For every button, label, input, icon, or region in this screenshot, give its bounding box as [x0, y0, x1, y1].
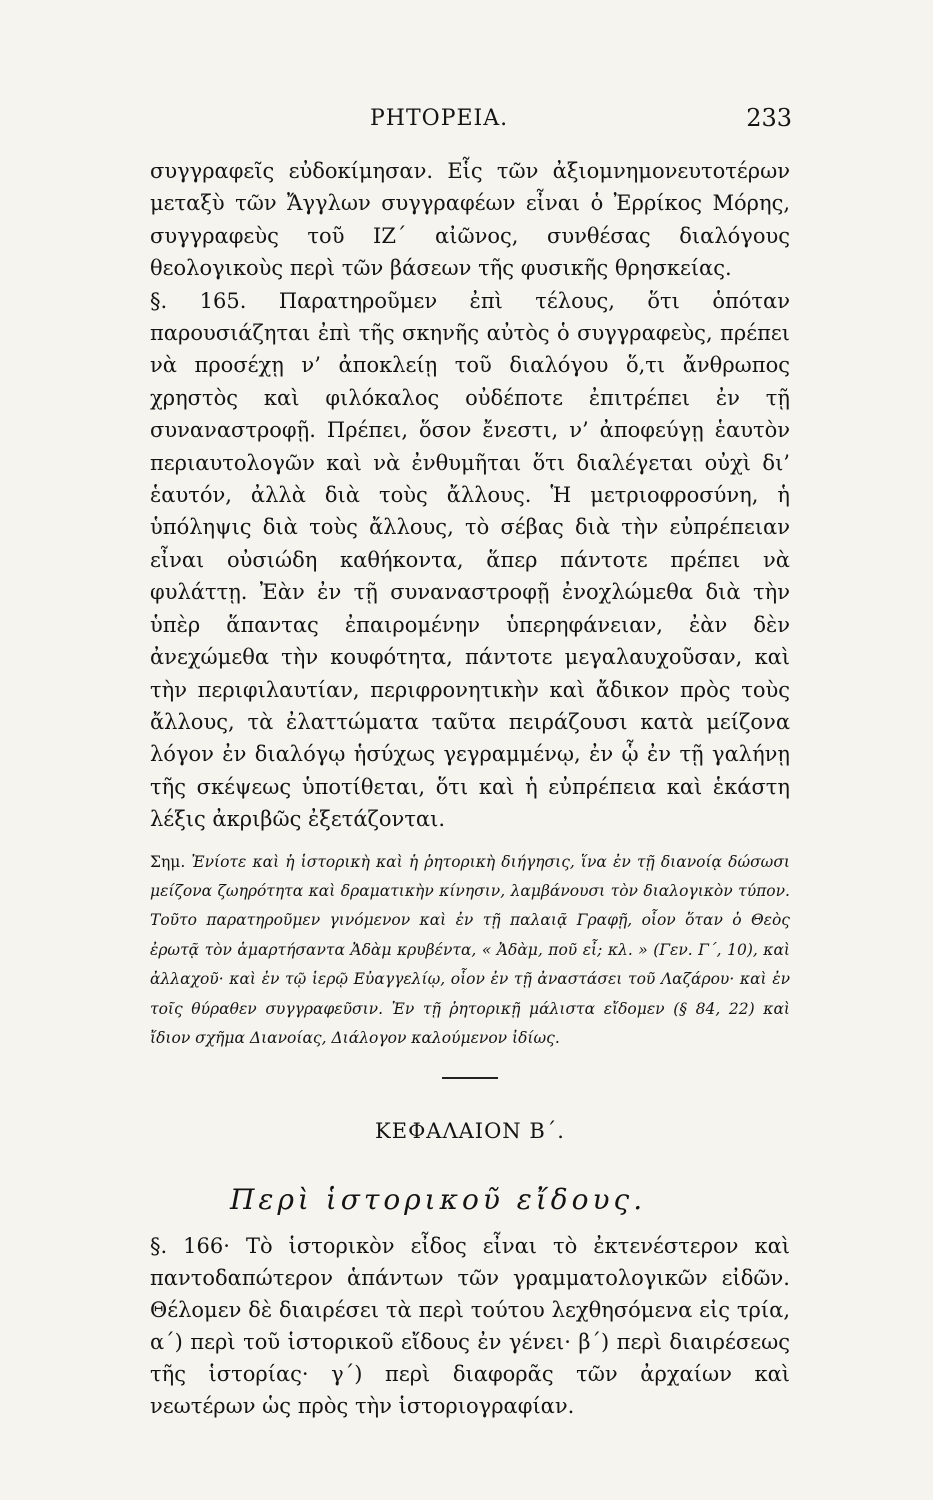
paragraph: §. 165. Παρατηροῦμεν ἐπὶ τέλους, ὅτι ὁπόταν παρουσιάζηται ἐπὶ τῆς σκηνῆς αὐτὸς ὁ συγγραφεὺς, πρέπει νὰ προσέχῃ ν’ ἀποκλείῃ τοῦ διαλόγου ὅ,τι ἄνθρωπος χρηστὸς καὶ φιλόκαλος οὐδέποτε ἐπιτρέπει ἐν τῇ συναναστροφῇ. Πρέπει, ὅσον ἔνεστι, ν’ ἀποφεύγῃ ἑαυτὸν περιαυτολογῶν καὶ νὰ ἐνθυμῆται ὅτι διαλέγεται οὐχὶ δι’ ἑαυτόν, ἀλλὰ διὰ τοὺς ἄλλους. Ἡ μετριοφροσύνη, ἡ ὑπόληψις διὰ τοὺς ἄλλους, τὸ σέβας διὰ τὴν εὐπρέπειαν εἶναι οὐσιώδη καθήκοντα, ἅπερ πάντοτε πρέπει νὰ φυλάττῃ. Ἐὰν ἐν τῇ συναναστροφῇ ἐνοχλώμεθα διὰ τὴν ὑπὲρ ἅπαντας ἐπαιρομένην ὑπερηφάνειαν, ἐὰν δὲν ἀνεχώμεθα τὴν κουφότητα, πάντοτε μεγαλαυχοῦσαν, καὶ τὴν περιφιλαυτίαν, περιφρονητικὴν καὶ ἄδικον πρὸς τοὺς ἄλλους, τὰ ἐλαττώματα ταῦτα πειράζουσι κατὰ μείζονα λόγον ἐν διαλόγῳ ἡσύχως γεγραμμένῳ, ἐν ᾧ ἐν τῇ γαλήνῃ τῆς σκέψεως ὑποτίθεται, ὅτι καὶ ἡ εὐπρέπεια καὶ ἑκάστη λέξις ἀκριβῶς ἐξετάζονται.: [150, 288, 790, 832]
section-title: Περὶ ἱστορικοῦ εἴδους.: [230, 1183, 647, 1217]
footnote-label: Σημ.: [150, 852, 186, 871]
separator-rule: [442, 1077, 498, 1079]
paragraph: §. 166· Τὸ ἱστορικὸν εἶδος εἶναι τὸ ἐκτενέστερον καὶ παντοδαπώτερον ἁπάντων τῶν γραμματολογικῶν εἰδῶν. Θέλομεν δὲ διαιρέσει τὰ περὶ τούτου λεχθησόμενα εἰς τρία, α΄) περὶ τοῦ ἱστορικοῦ εἴδους ἐν γένει· β΄) περὶ διαιρέσεως τῆς ἱστορίας· γ΄) περὶ διαφορᾶς τῶν ἀρχαίων καὶ νεωτέρων ὡς πρὸς τὴν ἱστοριογραφίαν.: [150, 1234, 790, 1419]
chapter-heading: ΚΕΦΑΛΑΙΟΝ Β΄.: [375, 1119, 565, 1144]
footnote: [150, 848, 790, 1054]
running-title: ΡΗΤΟΡΕΙΑ.: [370, 106, 509, 131]
page-number: 233: [746, 104, 792, 132]
footnote-text: Ἐνίοτε καὶ ἡ ἱστορικὴ καὶ ἡ ῥητορικὴ διήγησις, ἵνα ἐν τῇ διανοίᾳ δώσωσι μείζονα ζωηρότητα καὶ δραματικὴν κίνησιν, λαμβάνουσι τὸν διαλογικὸν τύπον. Τοῦτο παρατηροῦμεν γινόμενον καὶ ἐν τῇ παλαιᾷ Γραφῇ, οἷον ὅταν ὁ Θεὸς ἐρωτᾷ τὸν ἁμαρτήσαντα Ἀδὰμ κρυβέντα, « Ἀδὰμ, ποῦ εἶ; κλ. » (Γεν. Γ΄, 10), καὶ ἀλλαχοῦ· καὶ ἐν τῷ ἱερῷ Εὐαγγελίῳ, οἷον ἐν τῇ ἀναστάσει τοῦ Λαζάρου· καὶ ἐν τοῖς θύραθεν συγγραφεῦσιν. Ἐν τῇ ῥητορικῇ μάλιστα εἴδομεν (§ 84, 22) καὶ ἴδιον σχῆμα Διανοίας, Διάλογον καλούμενον ἰδίως.: [150, 852, 790, 1047]
page-header: [150, 100, 790, 140]
page-body: [150, 155, 790, 1422]
paragraph: συγγραφεῖς εὐδοκίμησαν. Εἷς τῶν ἀξιομνημονευτοτέρων μεταξὺ τῶν Ἄγγλων συγγραφέων εἶναι ὁ Ἐρρίκος Μόρης, συγγραφεὺς τοῦ ΙΖ΄ αἰῶνος, συνθέσας διαλόγους θεολογικοὺς περὶ τῶν βάσεων τῆς φυσικῆς θρησκείας.: [150, 159, 790, 281]
